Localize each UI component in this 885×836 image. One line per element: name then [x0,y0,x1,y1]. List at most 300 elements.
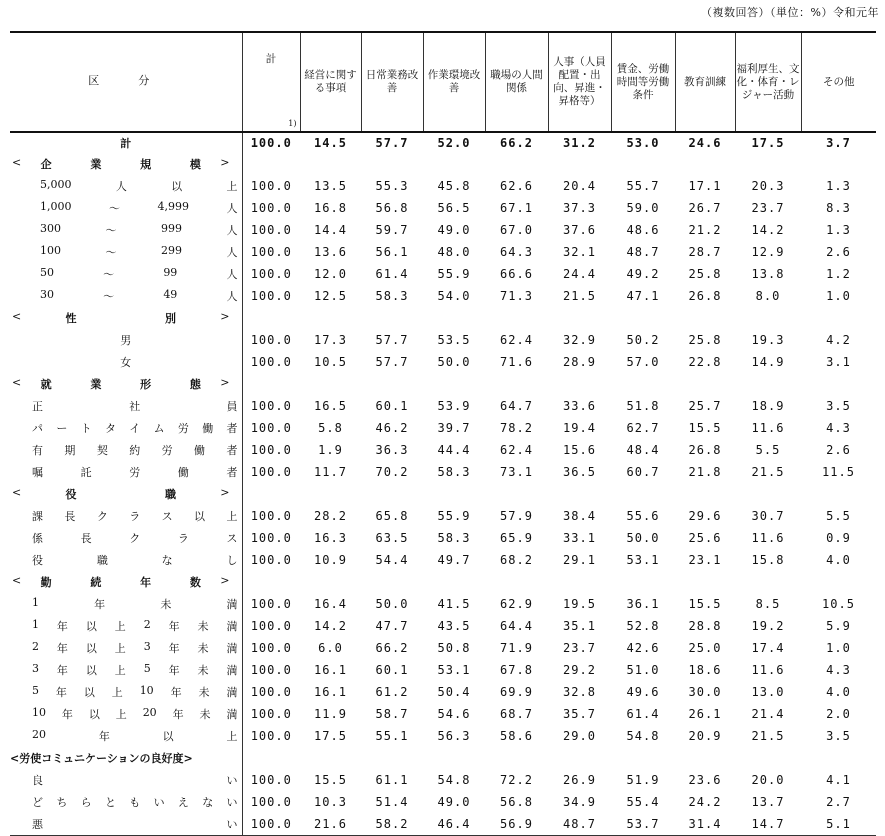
table-row [10,263,876,285]
label-part: 100 [40,244,61,257]
cell-total [242,483,300,505]
cell-value [485,307,548,329]
cell-value [300,307,361,329]
table-row [10,285,876,307]
table-row [10,791,876,813]
cell-value: 54.0 [437,289,471,303]
cell-value: 39.7 [437,421,471,435]
cell-total: 100.0 [242,263,300,285]
cell-value: 12.0 [314,267,347,281]
cell-value: 32.1 [563,245,596,259]
row-label [10,263,242,285]
cell-value: 55.6 [626,509,660,523]
cell-value: 5.5 [826,509,851,523]
cell-value: 13.6 [314,245,347,259]
cell-value: 71.9 [500,641,533,655]
section-label-text [21,486,220,502]
label-part: 未 [160,598,172,611]
label-part: ム [153,422,165,435]
section-label-text [21,574,220,590]
label-char: 別 [165,312,177,325]
cell-value: 18.6 [688,663,722,677]
section-bracket-right: > [220,310,230,323]
table-row [10,175,876,197]
table-row [10,615,876,637]
cell-value: 20.4 [563,179,596,193]
cell-value: 58.3 [437,465,471,479]
label-part: ク [96,510,108,523]
table-row [10,527,876,549]
row-label-text [10,772,242,788]
label-part: 年 [56,620,68,633]
label-part: 以 [88,708,100,721]
cell-value: 11.5 [822,465,855,479]
row-label-text [10,530,242,546]
section-bracket-left: < [12,486,22,499]
cell-value [361,307,423,329]
header-col-personnel: 人事（人員配置・出向、昇進・昇格等） [548,32,611,132]
cell-value: 6.0 [318,641,343,655]
label-part: 満 [226,642,238,655]
label-part: 以 [171,180,183,193]
cell-total: 100.0 [242,417,300,439]
label-part: 10 [139,684,154,697]
row-label-text [10,442,242,458]
cell-total: 100.0 [242,769,300,791]
label-part: 年 [168,620,180,633]
table-row [10,549,876,571]
label-part: ち [56,796,68,809]
cell-value [675,153,735,175]
cell-value: 62.4 [500,333,533,347]
label-part: ～ [105,224,117,237]
data-table [10,31,876,836]
row-label [10,615,242,637]
label-char: 業 [90,378,102,391]
label-part: 5 [32,684,39,697]
cell-value [548,571,611,593]
cell-value: 58.7 [375,707,409,721]
cell-value: 36.3 [375,443,409,457]
cell-value: 25.0 [688,641,722,655]
label-part: 良 [32,774,43,787]
cell-value: 48.6 [626,223,660,237]
header-col-relationships: 職場の人間関係 [485,32,548,132]
cell-value: 53.9 [437,399,471,413]
cell-value: 55.7 [626,179,660,193]
cell-value: 4.2 [826,333,851,347]
cell-value: 67.1 [500,201,533,215]
cell-value: 51.8 [626,399,660,413]
cell-value: 68.7 [500,707,533,721]
row-label [10,241,242,263]
cell-value [801,153,876,175]
cell-value: 14.2 [314,619,347,633]
header-footnote: 1) [288,119,297,128]
label-part: い [153,796,165,809]
label-part: ～ [103,268,115,281]
label-part: 20 [32,728,46,741]
cell-value: 48.7 [548,813,611,836]
label-part: 未 [197,642,209,655]
cell-value: 0.9 [826,531,851,545]
cell-value [611,153,675,175]
cell-value [548,307,611,329]
section-bracket-left: < [12,156,22,169]
cell-value [423,571,485,593]
cell-value [801,747,876,769]
section-label-text [21,310,220,326]
label-part: ～ [105,246,117,259]
row-label [10,571,242,593]
section-label [10,156,242,172]
cell-value [423,483,485,505]
cell-value: 63.5 [375,531,409,545]
row-label-text [10,552,242,568]
cell-value: 24.4 [563,267,596,281]
label-char: 数 [189,576,201,589]
cell-value: 17.5 [751,136,785,150]
cell-value: 68.2 [500,553,533,567]
label-part: 係 [32,532,43,545]
cell-value: 26.8 [688,443,722,457]
cell-value: 50.2 [626,333,660,347]
label-part: 10 [32,706,46,719]
cell-total: 100.0 [242,703,300,725]
cell-total: 100.0 [242,197,300,219]
cell-value [361,153,423,175]
cell-value: 23.1 [688,553,722,567]
cell-value: 4.0 [826,553,851,567]
cell-value: 4.3 [826,663,851,677]
cell-value: 55.1 [375,729,409,743]
cell-value [485,747,548,769]
cell-value: 2.6 [826,245,851,259]
cell-value [423,153,485,175]
cell-total: 100.0 [242,505,300,527]
label-part: 労 [161,444,173,457]
cell-value: 54.6 [437,707,471,721]
label-part: ー [56,422,68,435]
cell-value: 50.0 [626,531,660,545]
label-part: え [177,796,189,809]
label-char: 性 [65,312,77,325]
row-label [10,703,242,725]
section-row [10,483,876,505]
cell-value: 5.5 [755,443,781,457]
cell-value: 29.6 [688,509,722,523]
cell-value [423,307,485,329]
cell-value: 35.1 [563,619,596,633]
label-part: 20 [142,706,157,719]
table-row [10,813,876,836]
label-part: 年 [55,686,67,699]
cell-value: 12.9 [751,245,785,259]
cell-value: 25.6 [688,531,722,545]
cell-value: 34.9 [563,795,596,809]
cell-total: 100.0 [242,813,300,836]
cell-value: 49.0 [437,795,471,809]
cell-total: 100.0 [242,527,300,549]
label-part: 正 [32,400,43,413]
table-row [10,505,876,527]
cell-value: 1.9 [318,443,343,457]
section-label: <労使コミュニケーションの良好度> [10,752,193,765]
cell-value: 28.8 [688,619,722,633]
label-part: 働 [177,466,189,479]
cell-value [300,747,361,769]
cell-value: 8.0 [755,289,781,303]
cell-value: 16.8 [314,201,347,215]
label-part: 49 [163,288,178,301]
cell-value: 49.2 [626,267,660,281]
table-row [10,351,876,373]
label-part: ク [129,532,141,545]
row-label-text [10,684,242,700]
row-label [10,549,242,571]
header-col-other: その他 [801,32,876,132]
label-part: 上 [115,708,127,721]
cell-value: 57.7 [375,333,409,347]
section-label [10,574,242,590]
cell-value: 26.1 [688,707,722,721]
cell-value [735,373,801,395]
cell-value: 5.1 [801,813,876,836]
label-part: 以 [85,664,97,677]
cell-value: 49.0 [437,223,471,237]
cell-value: 67.8 [500,663,533,677]
cell-value: 21.2 [688,223,722,237]
row-label [10,461,242,483]
row-label [10,483,242,505]
label-char: 業 [90,158,102,171]
cell-value: 29.1 [563,553,596,567]
cell-total: 100.0 [242,351,300,373]
table-row [10,681,876,703]
label-part: 年 [61,708,73,721]
label-part: 年 [170,686,182,699]
label-char: 形 [140,378,152,391]
row-label [10,285,242,307]
cell-value: 31.4 [675,813,735,836]
label-part: 長 [64,510,76,523]
label-part: 2 [32,640,39,653]
table-row [10,395,876,417]
label-part: 上 [111,686,123,699]
label-part: も [129,796,141,809]
row-label [10,769,242,791]
table-row [10,132,876,153]
label-part: 1,000 [40,200,72,213]
cell-value: 56.1 [375,245,409,259]
row-label-text [10,200,242,216]
label-part: 上 [114,642,126,655]
cell-value: 57.7 [375,355,409,369]
cell-value: 51.0 [626,663,660,677]
cell-value: 60.1 [375,663,409,677]
row-label-text [10,420,242,436]
label-part: 年 [94,598,106,611]
label-part: 以 [85,642,97,655]
section-row [10,747,876,769]
label-part: 未 [198,686,210,699]
cell-value: 55.4 [626,795,660,809]
row-label-text [10,662,242,678]
cell-value: 21.5 [751,465,785,479]
cell-value [611,307,675,329]
cell-value: 42.6 [626,641,660,655]
cell-total: 100.0 [242,461,300,483]
cell-value: 29.0 [563,729,596,743]
row-label [10,197,242,219]
cell-value [361,373,423,395]
cell-value: 53.7 [611,813,675,836]
label-part: 未 [199,708,211,721]
label-part: 人 [226,224,238,237]
label-part: 男 [120,334,132,347]
cell-value [548,153,611,175]
cell-value: 57.9 [500,509,533,523]
label-part: 労 [129,466,141,479]
table-row [10,219,876,241]
cell-value: 26.9 [563,773,596,787]
cell-value: 11.6 [751,421,785,435]
cell-value [423,747,485,769]
cell-value: 4.3 [826,421,851,435]
label-part: 以 [83,686,95,699]
table-row [10,593,876,615]
cell-value: 15.6 [563,443,596,457]
header-col-training: 教育訓練 [675,32,735,132]
cell-value: 51.9 [626,773,660,787]
row-label-text [10,464,242,480]
label-char: 職 [165,488,177,501]
label-part: 役 [32,554,43,567]
cell-value: 29.2 [563,663,596,677]
cell-value: 28.2 [314,509,347,523]
cell-value: 56.8 [375,201,409,215]
row-label-text [10,354,242,370]
label-part: 年 [168,664,180,677]
cell-value: 25.7 [688,399,722,413]
cell-value: 58.2 [361,813,423,836]
cell-value: 47.7 [375,619,409,633]
cell-total: 100.0 [242,219,300,241]
cell-value: 2.6 [826,443,851,457]
row-label [10,373,242,395]
label-part: 以 [162,730,174,743]
cell-value: 8.5 [755,597,781,611]
label-part: 働 [194,444,206,457]
cell-value: 21.4 [751,707,785,721]
cell-value: 61.4 [375,267,409,281]
cell-value: 37.6 [563,223,596,237]
table-row [10,329,876,351]
label-part: 悪 [32,818,43,831]
cell-value: 21.8 [688,465,722,479]
cell-value: 52.0 [437,136,471,150]
cell-value: 20.3 [751,179,785,193]
row-label [10,527,242,549]
label-char: 就 [40,378,52,391]
cell-value: 21.5 [751,729,785,743]
section-label [10,310,242,326]
row-label: 計 [120,137,132,150]
label-char: 模 [189,158,201,171]
label-part: 者 [226,444,238,457]
row-label [10,351,242,373]
row-label [10,659,242,681]
cell-value: 15.5 [688,421,722,435]
cell-value: 64.3 [500,245,533,259]
label-part: ～ [109,202,120,215]
cell-value [300,571,361,593]
row-label [10,505,242,527]
cell-value: 26.7 [688,201,722,215]
label-part: 約 [129,444,141,457]
cell-total: 100.0 [242,593,300,615]
cell-value [611,373,675,395]
cell-value: 36.5 [563,465,596,479]
cell-value: 44.4 [437,443,471,457]
cell-value: 17.4 [751,641,785,655]
label-part: 5,000 [40,178,72,191]
section-row [10,153,876,175]
label-part: 女 [120,356,132,369]
cell-value: 56.9 [485,813,548,836]
cell-value: 53.0 [626,136,660,150]
cell-value [485,373,548,395]
cell-value: 49.6 [626,685,660,699]
cell-value: 60.1 [375,399,409,413]
cell-value: 31.2 [563,136,596,150]
cell-value: 13.8 [751,267,785,281]
row-label [10,637,242,659]
label-part: 上 [226,510,238,523]
cell-value: 22.8 [688,355,722,369]
label-part: 年 [56,664,68,677]
cell-value: 15.8 [751,553,785,567]
header-col-welfare: 福利厚生、文化・体育・レジャー活動 [735,32,801,132]
cell-value [675,483,735,505]
section-label [10,486,242,502]
section-bracket-right: > [220,574,230,587]
label-part: 人 [226,268,238,281]
table-row [10,659,876,681]
row-label [10,747,242,769]
cell-value: 10.3 [314,795,347,809]
label-part: 満 [226,598,238,611]
cell-value [801,307,876,329]
row-label [10,219,242,241]
cell-value [801,571,876,593]
cell-value: 62.9 [500,597,533,611]
cell-value: 19.2 [751,619,785,633]
cell-value: 57.0 [626,355,660,369]
cell-value: 43.5 [437,619,471,633]
label-part: 期 [64,444,76,457]
cell-value: 20.9 [688,729,722,743]
cell-total: 100.0 [242,241,300,263]
cell-value: 16.1 [314,663,347,677]
cell-value: 70.2 [375,465,409,479]
label-part: 者 [226,422,238,435]
cell-value: 66.2 [500,136,533,150]
cell-value: 21.6 [300,813,361,836]
cell-value: 61.2 [375,685,409,699]
row-label [10,725,242,747]
cell-value [361,483,423,505]
